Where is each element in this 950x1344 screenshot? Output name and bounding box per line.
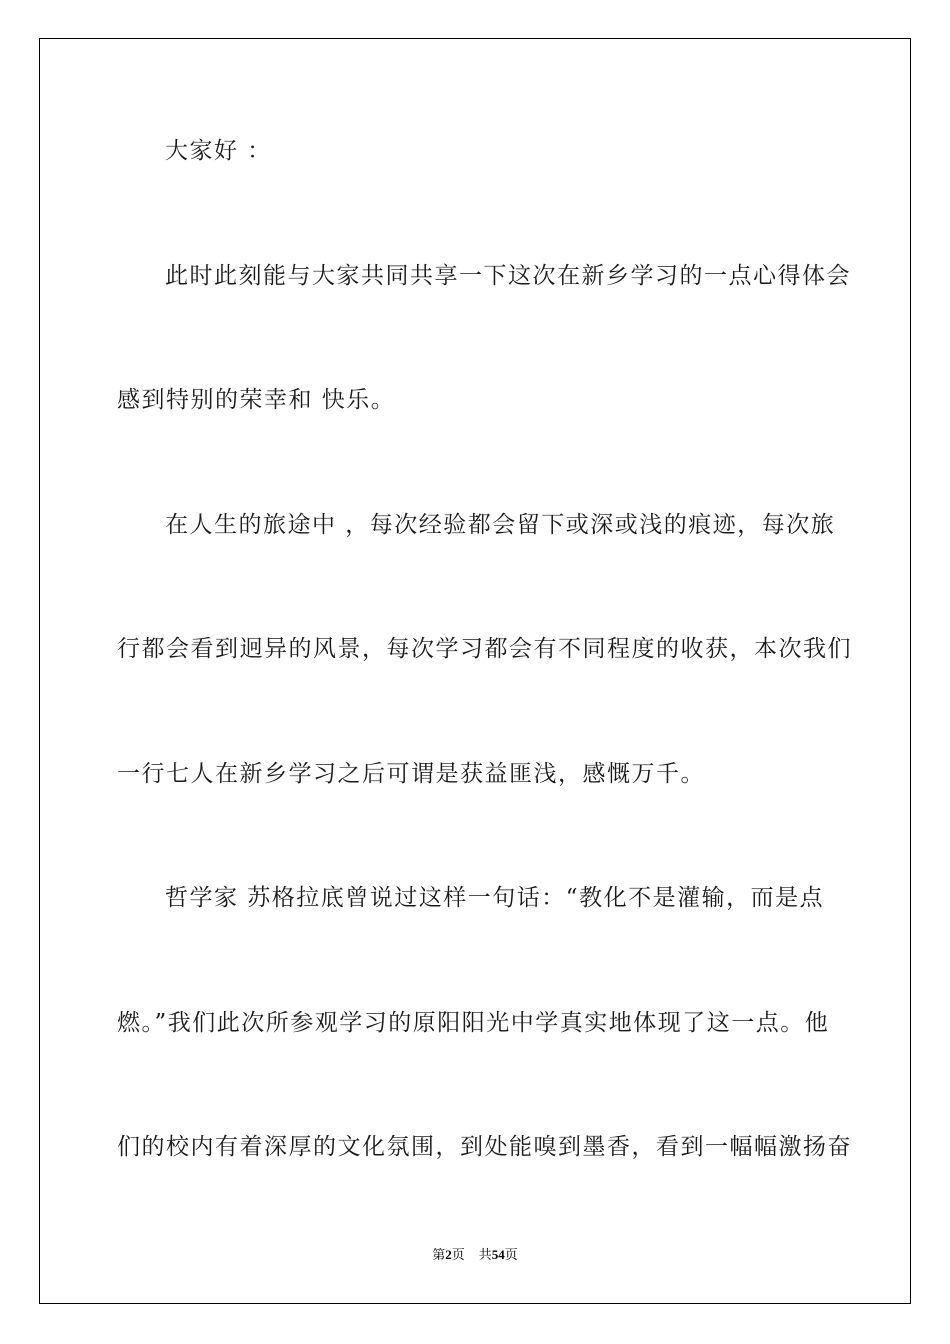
page-footer bbox=[0, 1246, 950, 1264]
page-prefix: 第 bbox=[432, 1247, 446, 1262]
greeting-line: 大家好 ： bbox=[165, 138, 272, 164]
paragraph-3-line-3: 们的校内有着深厚的文化氛围，到处能嗅到墨香，看到一幅幅激扬奋 bbox=[117, 1134, 852, 1160]
page-suffix: 页 bbox=[451, 1247, 465, 1262]
total-pages: 54 bbox=[491, 1247, 505, 1262]
paragraph-1-line-1: 此时此刻能与大家共同共享一下这次在新乡学习的一点心得体会 bbox=[165, 263, 851, 289]
paragraph-2-line-1: 在人生的旅途中 ，每次经验都会留下或深或浅的痕迹，每次旅 bbox=[165, 512, 836, 538]
paragraph-1-line-2: 感到特别的荣幸和 快乐。 bbox=[117, 387, 396, 413]
page-border bbox=[39, 38, 911, 1304]
page-number: 2 bbox=[445, 1247, 452, 1262]
paragraph-3-line-2: 燃。”我们此次所参观学习的原阳阳光中学真实地体现了这一点。他 bbox=[117, 1010, 830, 1036]
paragraph-3-line-1: 哲学家 苏格拉底曾说过这样一句话：“教化不是灌输，而是点 bbox=[165, 885, 825, 911]
paragraph-2-line-2: 行都会看到迥异的风景，每次学习都会有不同程度的收获，本次我们 bbox=[117, 636, 852, 662]
total-prefix: 共 bbox=[478, 1247, 492, 1262]
total-suffix: 页 bbox=[504, 1247, 518, 1262]
paragraph-2-line-3: 一行七人在新乡学习之后可谓是获益匪浅，感慨万千。 bbox=[117, 761, 705, 787]
